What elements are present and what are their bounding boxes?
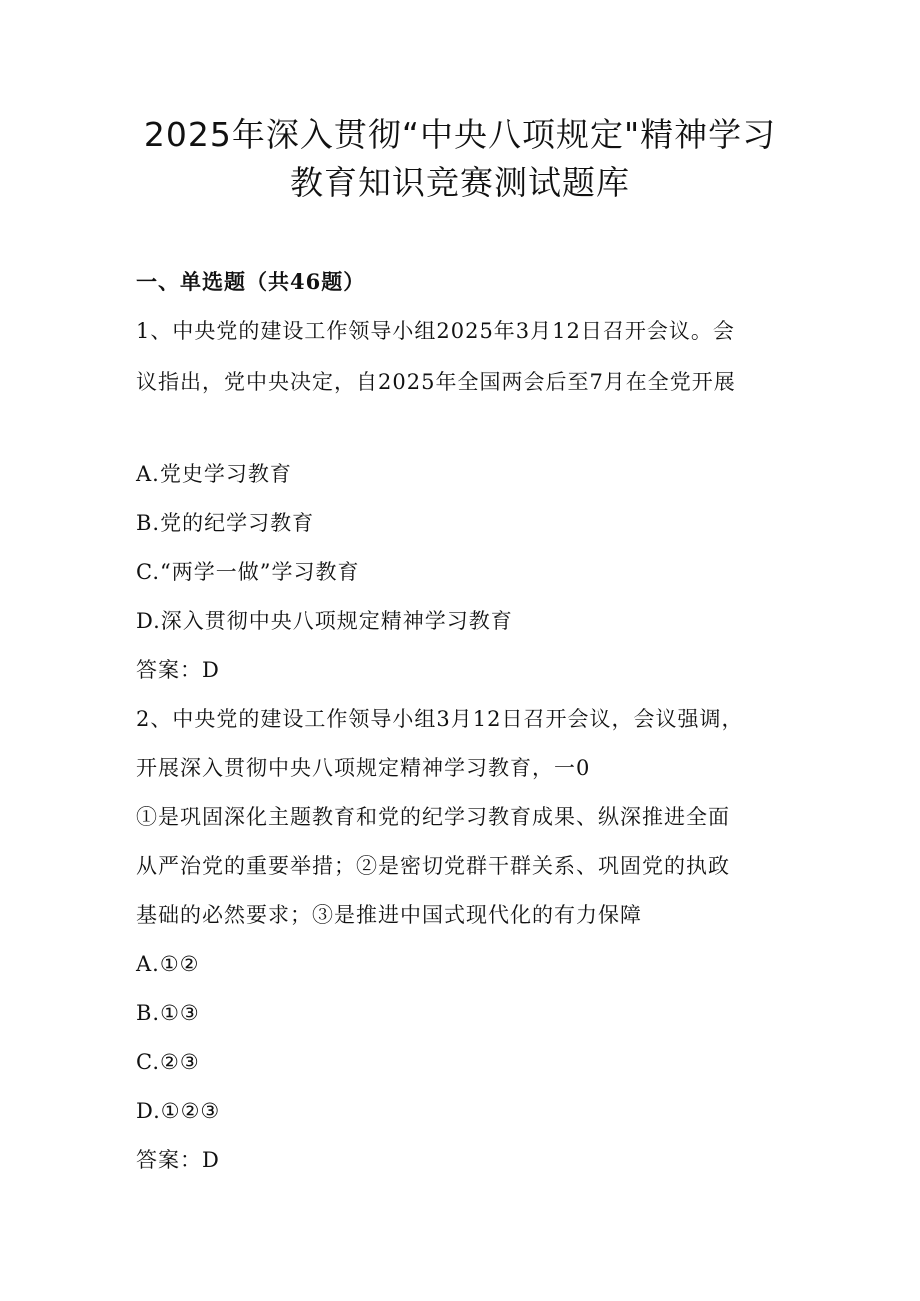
answer: 答案：D <box>136 658 220 682</box>
question-stem-line: 从严治党的重要举措；②是密切党群干群关系、巩固党的执政 <box>136 854 730 878</box>
question-stem-line: 基础的必然要求；③是推进中国式现代化的有力保障 <box>136 903 642 927</box>
option-b: B.党的纪学习教育 <box>136 511 315 535</box>
question-stem-line: 2、中央党的建设工作领导小组3月12日召开会议，会议强调， <box>136 707 744 731</box>
document-title-line-1: 2025年深入贯彻“中央八项规定"精神学习 <box>143 115 777 154</box>
question-stem-line: 1、中央党的建设工作领导小组2025年3月12日召开会议。会 <box>136 319 735 343</box>
option-a: A.①② <box>136 952 200 976</box>
option-b: B.①③ <box>136 1001 200 1025</box>
question-stem-line: 开展深入贯彻中央八项规定精神学习教育，一0 <box>136 756 591 780</box>
option-c: C.“两学一做”学习教育 <box>136 560 360 584</box>
question-stem-line: 议指出，党中央决定，自2025年全国两会后至7月在全党开展 <box>136 370 736 394</box>
section-title: 一、单选题（共46题） <box>136 269 366 294</box>
answer: 答案：D <box>136 1148 220 1172</box>
option-c: C.②③ <box>136 1050 200 1074</box>
question-stem-line: ①是巩固深化主题教育和党的纪学习教育成果、纵深推进全面 <box>136 805 730 829</box>
option-a: A.党史学习教育 <box>136 462 292 486</box>
option-d: D.深入贯彻中央八项规定精神学习教育 <box>136 609 513 633</box>
option-d: D.①②③ <box>136 1099 221 1123</box>
document-title-line-2: 教育知识竞赛测试题库 <box>290 163 630 202</box>
